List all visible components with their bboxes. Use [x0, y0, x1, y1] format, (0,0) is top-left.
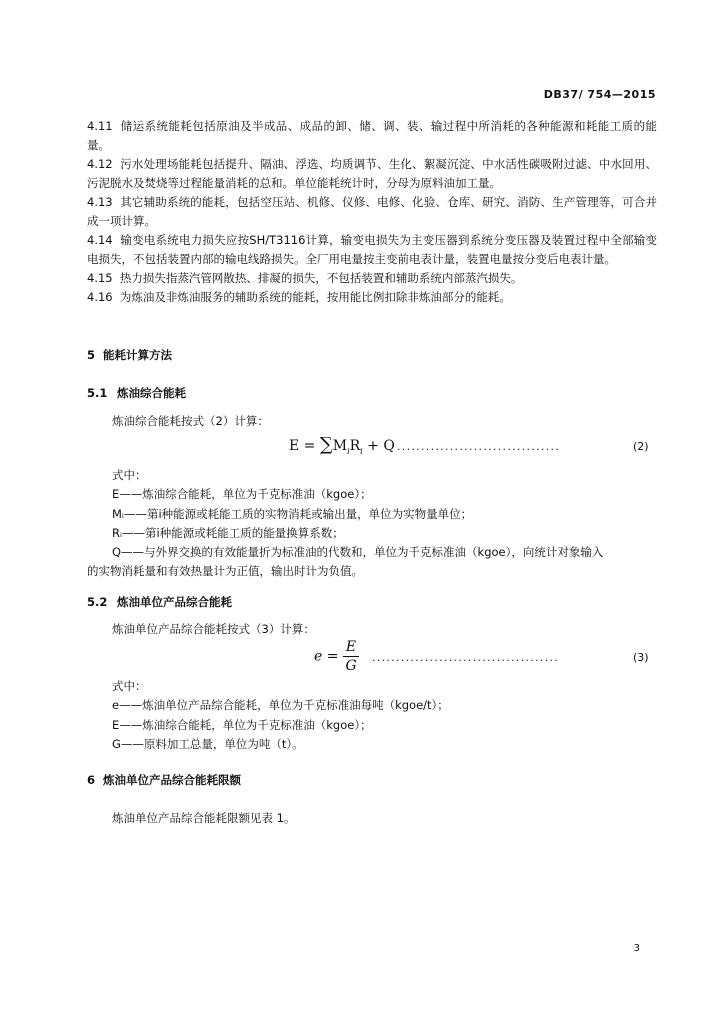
subsection-title: 炼油综合能耗 — [117, 386, 186, 400]
clause-text: 污水处理场能耗包括提升、隔油、浮选、均质调节、生化、絮凝沉淀、中水活性碳吸附过滤、中水回用、污泥脱水及焚烧等过程能量消耗的总和。单位能耗统计时，分母为原料油加工量。 — [87, 157, 657, 190]
formula-m: M — [332, 438, 348, 454]
formula-2-symbols — [87, 466, 657, 582]
symbol-definition-continued: 的实物消耗量和有效热量计为正值，输出时计为负值。 — [87, 564, 363, 579]
section-5-2-heading — [87, 594, 232, 610]
formula-rest: + Q — [362, 438, 395, 454]
sum-symbol: ∑ — [319, 434, 333, 455]
section-6-heading — [87, 772, 241, 788]
formula-2-leader-dots: .................................. — [397, 440, 561, 453]
formula-3-leader-dots: ....................................... — [372, 651, 560, 664]
section-6-text: 炼油单位产品综合能耗限额见表 1。 — [112, 811, 296, 825]
symbol-definition: Rᵢ——第i种能源或耗能工质的能量换算系数； — [112, 525, 344, 540]
section-5-1-heading — [87, 385, 186, 401]
clause-number: 4.12 — [87, 157, 113, 171]
clause-number: 4.13 — [87, 195, 113, 209]
clause-text: 输变电系统电力损失应按SH/T3116计算，输变电损失为主变压器到系统分变压器及装置过程中全部输变电损失，不包括装置内部的输电线路损失。全厂用电量按主变前电表计量，装置电量按分变后电表计量。 — [87, 233, 658, 266]
clause-text: 为炼油及非炼油服务的辅助系统的能耗，按用能比例扣除非炼油部分的能耗。 — [119, 290, 511, 304]
where-title: 式中： — [112, 468, 147, 482]
formula-2 — [289, 434, 395, 456]
denominator: G — [345, 658, 357, 674]
formula-r: R — [349, 438, 361, 454]
subscript-i: i — [360, 446, 363, 456]
clauses-block — [87, 117, 657, 307]
clause-number: 4.11 — [87, 119, 113, 133]
where-title: 式中： — [112, 679, 147, 693]
symbol-definition: E——炼油综合能耗，单位为千克标准油（kgoe）； — [112, 487, 372, 502]
subsection-number: 5.2 — [87, 595, 108, 609]
symbol-definition: G——原料加工总量，单位为吨（t）。 — [112, 736, 304, 751]
subsection-number: 5.1 — [87, 386, 108, 400]
clause-4-14 — [87, 231, 657, 269]
clause-text: 其它辅助系统的能耗，包括空压站、机修、仪修、电修、化验、仓库、研究、消防、生产管理等，可合并成一项计算。 — [87, 195, 657, 228]
formula-3-symbols — [112, 677, 657, 754]
clause-text: 热力损失指蒸汽管网散热、排凝的损失，不包括装置和辅助系统内部蒸汽损失。 — [119, 271, 523, 285]
section-title: 炼油单位产品综合能耗限额 — [103, 773, 241, 787]
formula-lhs: E = — [289, 438, 320, 454]
subscript-i: i — [347, 446, 350, 456]
clause-number: 4.14 — [87, 233, 113, 247]
standard-code-header: DB37/ 754—2015 — [543, 88, 656, 101]
section-5-heading — [87, 347, 172, 363]
clause-4-11 — [87, 117, 657, 155]
equation-number-3: (3) — [633, 651, 649, 664]
clause-number: 4.15 — [87, 271, 113, 285]
subsection-title: 炼油单位产品综合能耗 — [117, 595, 232, 609]
clause-text: 储运系统能耗包括原油及半成品、成品的卸、储、调、装、输过程中所消耗的各种能源和耗能工质的能量。 — [87, 119, 658, 152]
page-number: 3 — [633, 943, 640, 954]
clause-4-12 — [87, 155, 657, 193]
section-number: 6 — [87, 773, 96, 787]
equation-number-2: (2) — [633, 440, 649, 453]
formula-2-intro: 炼油综合能耗按式（2）计算： — [112, 414, 269, 428]
clause-4-13 — [87, 193, 657, 231]
clause-number: 4.16 — [87, 290, 113, 304]
section-number: 5 — [87, 348, 96, 362]
fraction — [343, 638, 359, 675]
symbol-definition: e——炼油单位产品综合能耗，单位为千克标准油每吨（kgoe/t）； — [112, 698, 449, 713]
clause-4-15 — [87, 269, 657, 288]
section-title: 能耗计算方法 — [103, 348, 172, 362]
clause-4-16 — [87, 288, 657, 307]
symbol-definition: E——炼油综合能耗，单位为千克标准油（kgoe）； — [112, 717, 372, 732]
formula-3-intro: 炼油单位产品综合能耗按式（3）计算： — [112, 622, 315, 636]
symbol-definition: Q——与外界交换的有效能量折为标准油的代数和，单位为千克标准油（kgoe），向统计对象输入 — [112, 545, 604, 560]
symbol-definition: Mᵢ——第i种能源或耗能工质的实物消耗或输出量，单位为实物量单位； — [112, 506, 473, 521]
numerator: E — [343, 638, 359, 657]
formula-3 — [314, 638, 359, 675]
formula-lhs: e = — [314, 648, 339, 665]
